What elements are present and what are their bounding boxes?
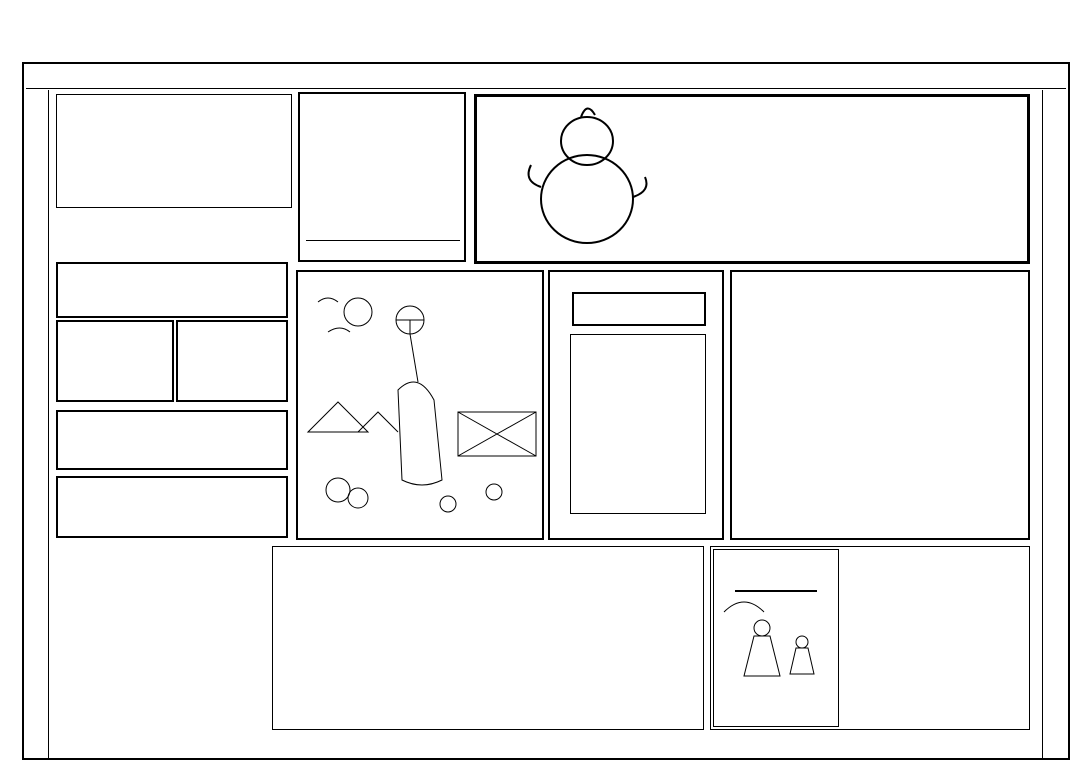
brand-strip-right [1042,90,1065,758]
trend-grid [272,546,704,730]
title-banner [474,94,1030,264]
tips-footer [306,240,460,244]
illustration-box [296,270,544,540]
player-illustration [298,272,542,538]
hot-cold-table-box [56,94,292,208]
brand-strip-top [26,66,1066,89]
special-right-box [176,320,288,402]
treasure-scroll [570,334,706,514]
grid-dots [273,561,703,691]
brand-strip-left [26,90,49,758]
gourd-icon [523,101,653,251]
cartoon-panel [713,549,839,727]
treasure-title [572,292,706,326]
tips-box [298,92,466,262]
special-title-box [56,262,288,318]
small-analysis [736,318,882,494]
cartoon-box [710,546,1030,730]
analysis-box [730,270,1030,540]
special-numbers-box [56,410,288,470]
treasure-box [548,270,724,540]
treasure-text [571,335,705,347]
special-left-box [56,320,174,402]
double-analysis [892,318,1028,514]
send-box [56,476,288,538]
cartoon-figures [714,592,834,712]
